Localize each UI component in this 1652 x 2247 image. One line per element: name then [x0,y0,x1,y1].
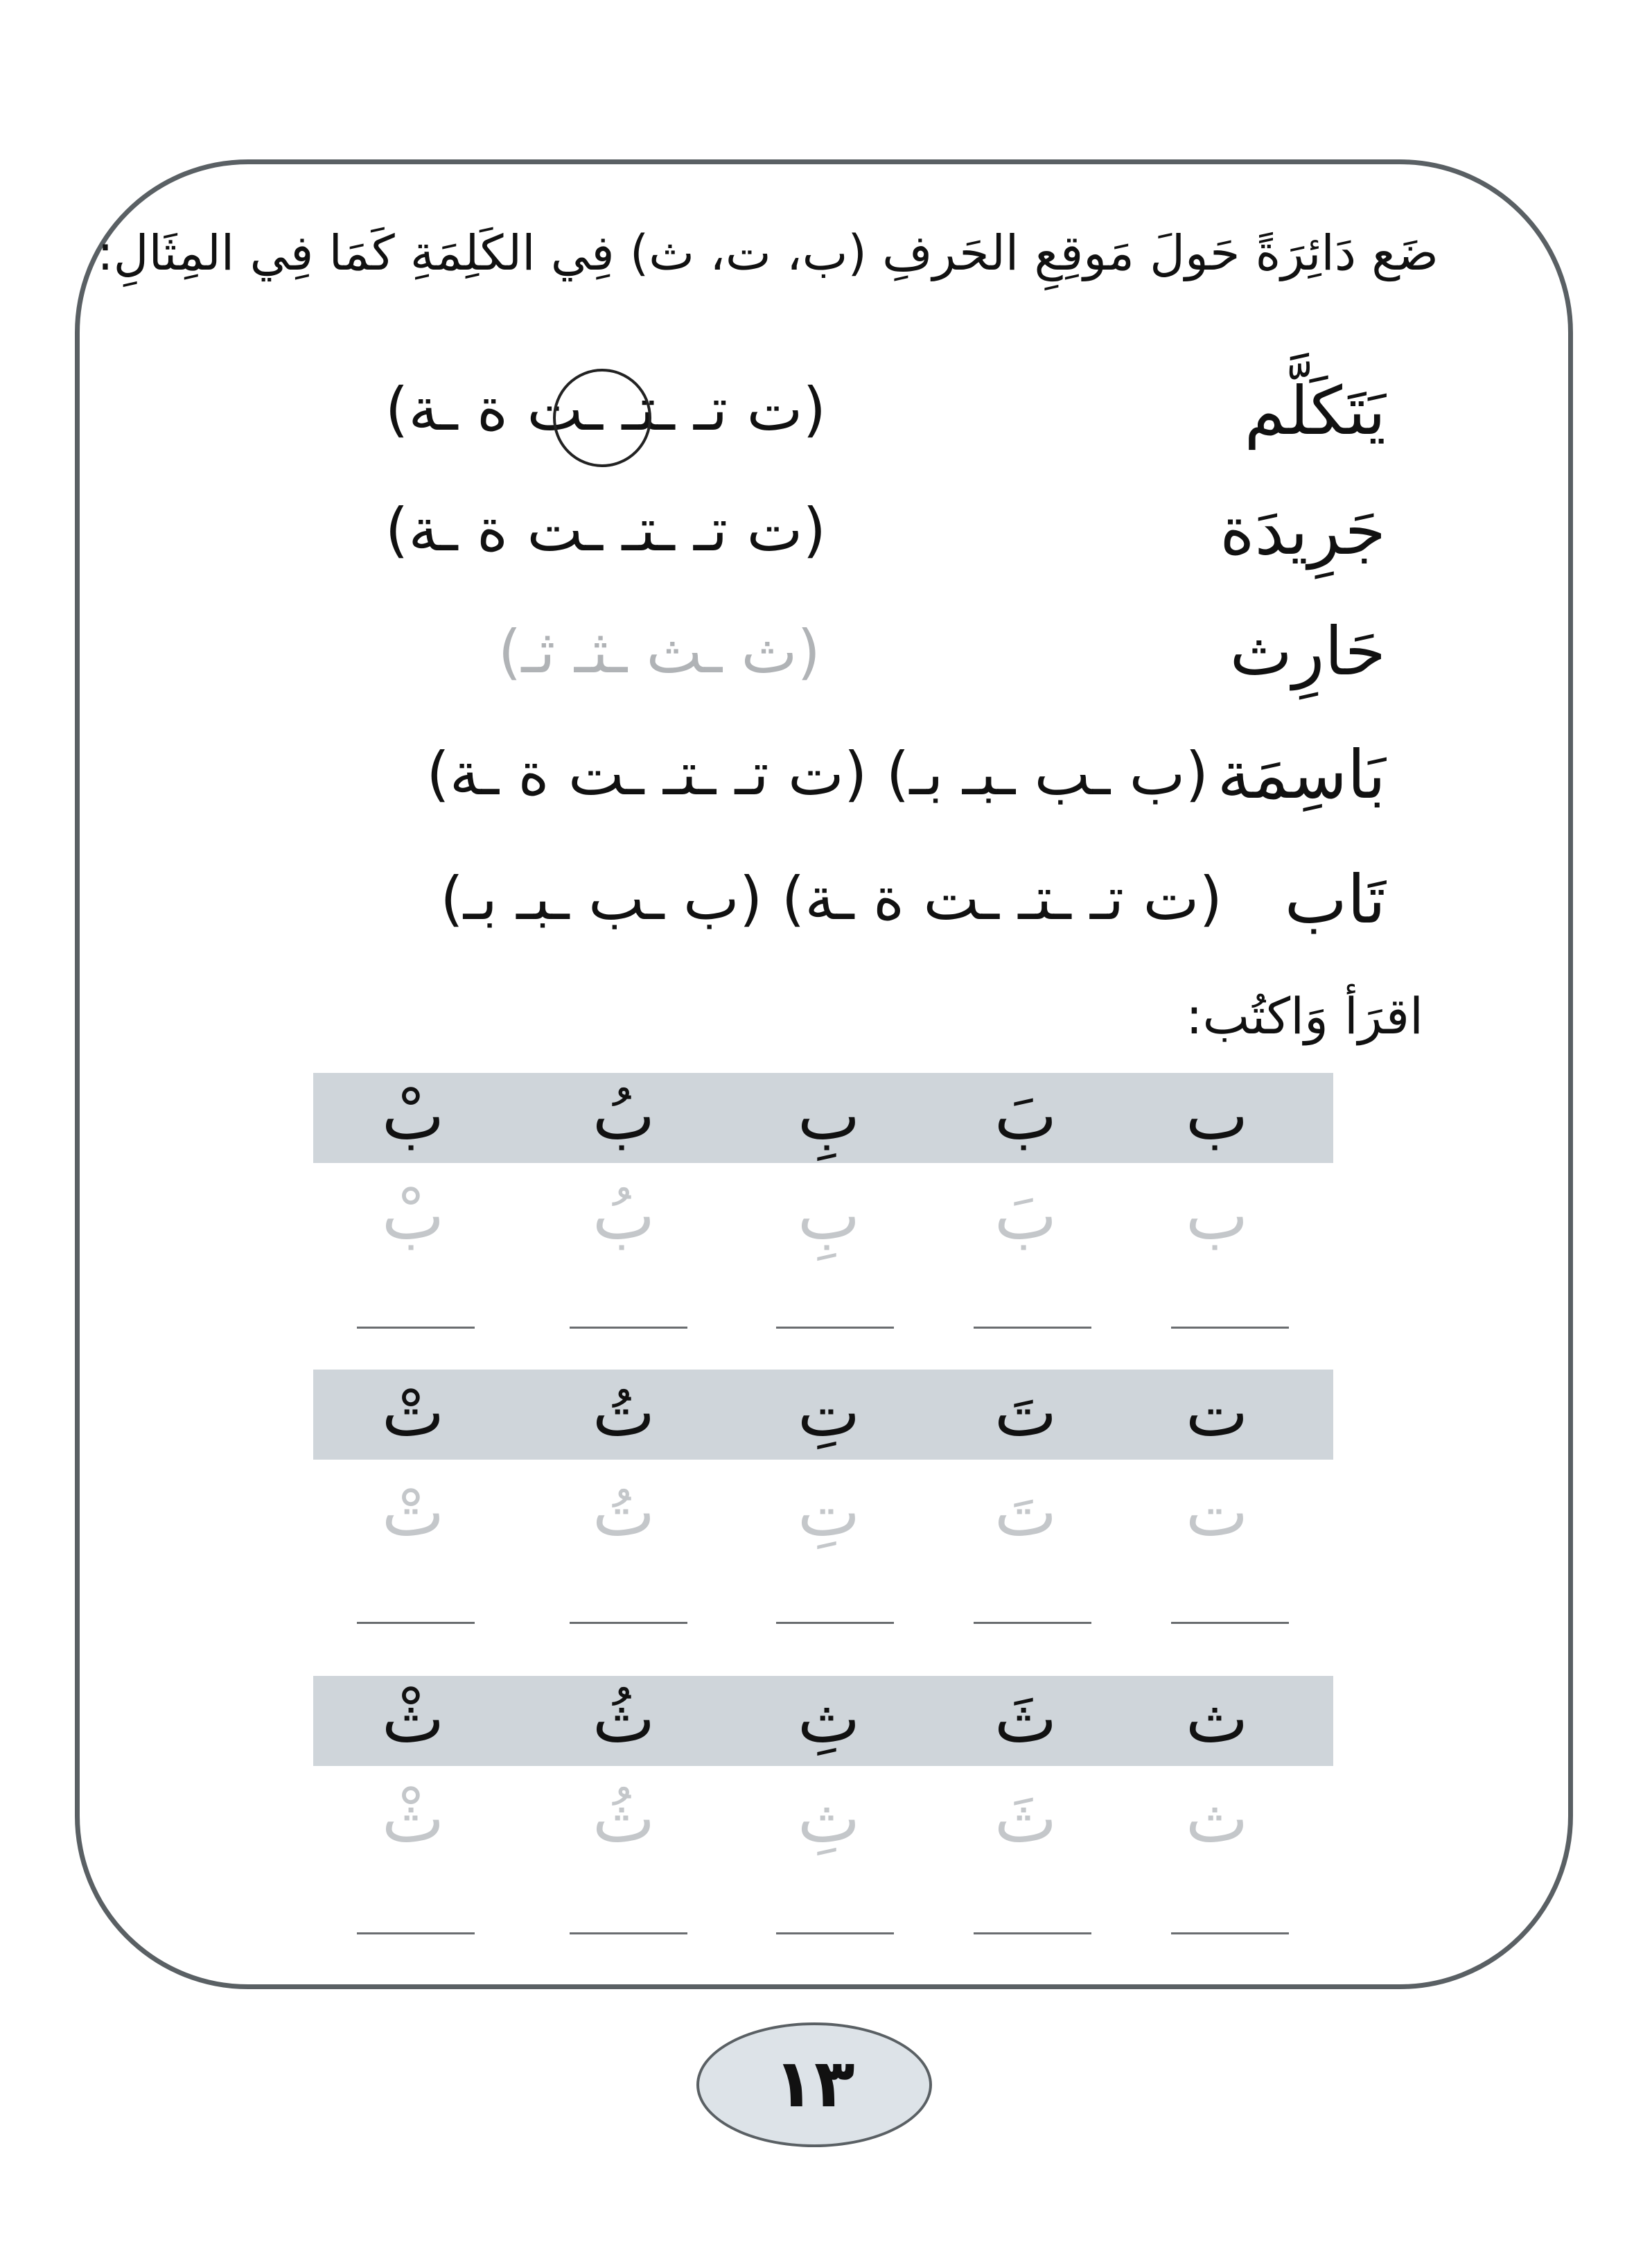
trace-letter[interactable]: ثْ [381,1780,445,1857]
trace-letter[interactable]: ثَ [994,1780,1057,1857]
write-line[interactable] [974,1622,1091,1624]
write-line[interactable] [357,1932,475,1934]
letter-cell: بُ [592,1077,656,1155]
write-line[interactable] [1171,1327,1289,1329]
letter-cell: ب [1185,1077,1249,1155]
trace-letter[interactable]: ثُ [592,1780,656,1857]
trace-letter[interactable]: تُ [592,1474,656,1551]
letter-cell: ثْ [381,1680,445,1758]
write-line[interactable] [1171,1622,1289,1624]
letter-cell: بَ [994,1077,1057,1155]
letter-cell: تْ [381,1374,445,1451]
trace-letter[interactable]: تَ [994,1474,1057,1551]
trace-letter[interactable]: ت [1185,1474,1249,1551]
trace-letter[interactable]: ث [1185,1780,1249,1857]
trace-letter[interactable]: تْ [381,1474,445,1551]
trace-letter[interactable]: ب [1185,1177,1249,1254]
letter-cell: بِ [797,1077,861,1155]
write-line[interactable] [1171,1932,1289,1934]
write-line[interactable] [570,1622,687,1624]
write-line[interactable] [357,1622,475,1624]
write-line[interactable] [974,1327,1091,1329]
write-line[interactable] [570,1932,687,1934]
exercise-word: تَاب [1284,861,1386,938]
letter-cell: ت [1185,1374,1249,1451]
exercise-options[interactable]: (ت تـ ـتـ ـت ة ـة) [385,496,826,565]
letter-cell: ثَ [994,1680,1057,1758]
trace-letter[interactable]: بُ [592,1177,656,1254]
trace-letter[interactable]: ثِ [797,1780,861,1857]
exercise-word: جَرِيدَة [1220,492,1386,570]
exercise-options[interactable]: (ب ـب ـبـ بـ) (ت تـ ـتـ ـت ة ـة) [426,740,1209,809]
exercise-word: حَارِث [1229,613,1386,690]
trace-letter[interactable]: تِ [797,1474,861,1551]
letter-cell: ث [1185,1680,1249,1758]
write-line[interactable] [776,1327,894,1329]
letter-cell: تَ [994,1374,1057,1451]
trace-letter[interactable]: بْ [381,1177,445,1254]
exercise-options[interactable]: (ت تـ ـتـ ـت ة ـة) [385,375,826,444]
letter-cell: تُ [592,1374,656,1451]
page-number: ١٣ [773,2045,855,2122]
write-line[interactable] [776,1932,894,1934]
exercise-options[interactable]: (ت تـ ـتـ ـت ة ـة) (ب ـب ـبـ بـ) [440,864,1222,934]
instruction-text: ضَع دَائِرَةً حَولَ مَوقِعِ الحَرفِ (ب، ت، ث) فِي الكَلِمَةِ كَمَا فِي المِثَالِ: [97,225,1439,281]
write-line[interactable] [570,1327,687,1329]
exercise-word: يَتَكَلَّم [1244,372,1386,450]
section-title: اقرَأ وَاكتُب: [1186,987,1423,1045]
write-line[interactable] [776,1622,894,1624]
exercise-word: بَاسِمَة [1217,736,1386,814]
letter-cell: بْ [381,1077,445,1155]
letter-cell: ثِ [797,1680,861,1758]
trace-letter[interactable]: بَ [994,1177,1057,1254]
letter-cell: ثُ [592,1680,656,1758]
write-line[interactable] [357,1327,475,1329]
write-line[interactable] [974,1932,1091,1934]
exercise-options[interactable]: (ث ـث ـثـ ثـ) [498,618,820,687]
example-circle [553,369,651,467]
letter-cell: تِ [797,1374,861,1451]
trace-letter[interactable]: بِ [797,1177,861,1254]
